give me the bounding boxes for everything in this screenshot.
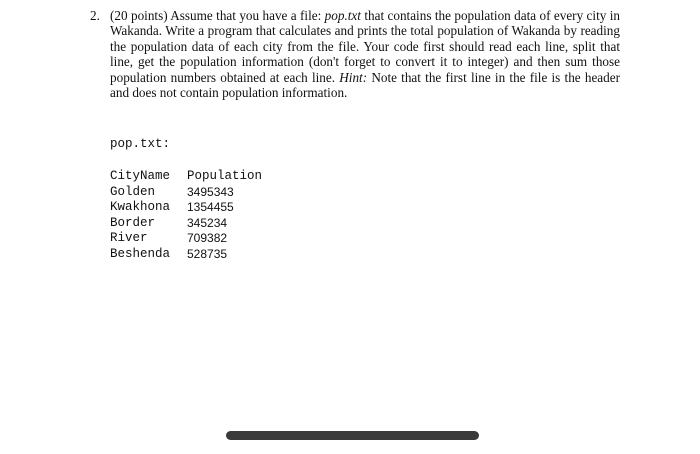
table-row — [110, 247, 262, 263]
table-row — [110, 216, 262, 232]
table-row — [110, 200, 262, 216]
question-text — [90, 8, 620, 100]
city-name: Golden — [110, 184, 156, 199]
question-points: (20 points) — [110, 8, 168, 23]
city-name: Kwakhona — [110, 200, 171, 214]
city-population: 3495343 — [187, 184, 234, 199]
city-name: Border — [110, 215, 156, 230]
city-population: 345234 — [187, 215, 228, 230]
city-name: Beshenda — [110, 246, 171, 261]
question-intro: Assume that you have a file: — [167, 8, 325, 23]
population-table — [110, 169, 262, 262]
file-label: pop.txt: — [110, 137, 171, 151]
scroll-indicator[interactable] — [226, 431, 479, 440]
question-description: that contains the population data of every city in Wakanda. Write a program that calculates and prints the total population of Wakanda by reading the population data of each city from the file. Your code first should read each line, split that line, get the population information (don't forget to convert it to integer) and then sum those population numbers obtained at each line. — [110, 8, 620, 85]
city-population: 709382 — [187, 231, 228, 245]
question-body — [110, 8, 620, 100]
table-row — [110, 231, 262, 247]
city-population: 528735 — [187, 246, 228, 261]
table-header-row — [110, 169, 262, 185]
city-name: River — [110, 231, 148, 245]
file-name-reference: pop.txt — [324, 8, 361, 23]
table-row — [110, 185, 262, 201]
header-city: CityName — [110, 169, 171, 183]
hint-label: Hint: — [339, 69, 368, 85]
question-number: 2. — [90, 8, 100, 23]
hint-text: Note that the first line in the file is the header and does not contain population information. — [110, 69, 620, 101]
header-population: Population — [187, 169, 263, 183]
city-population: 1354455 — [187, 200, 234, 214]
